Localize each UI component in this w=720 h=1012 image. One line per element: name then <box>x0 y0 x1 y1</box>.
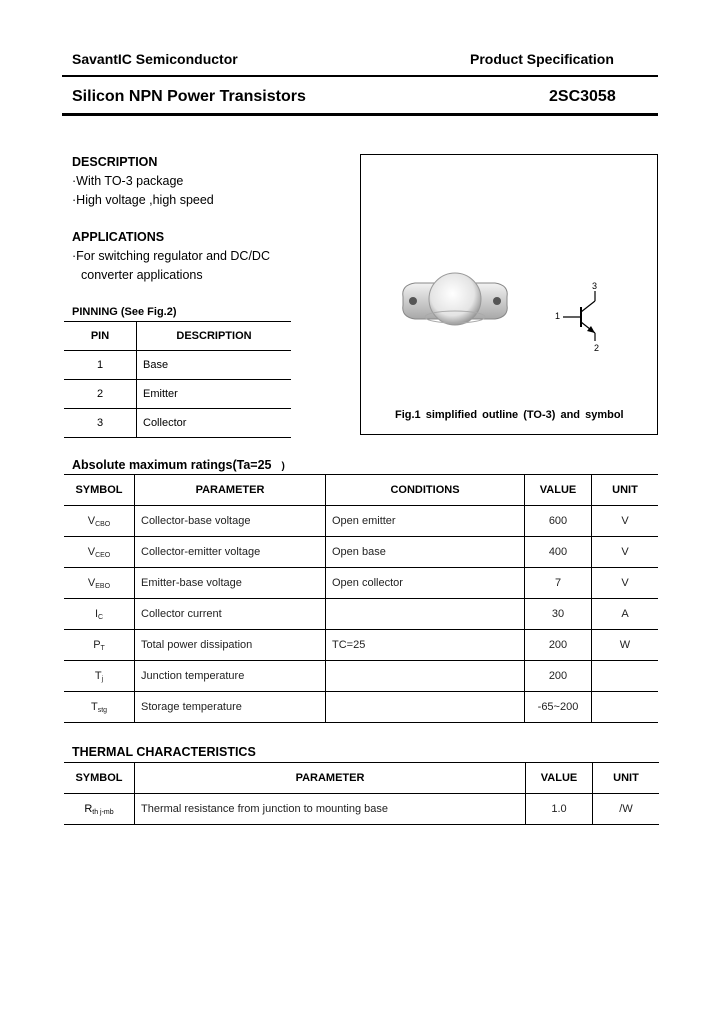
value-cell: 1.0 <box>526 794 593 825</box>
pin-number: 3 <box>64 409 137 438</box>
symbol-cell: $T_j$ <box>64 661 135 692</box>
col-description: DESCRIPTION <box>137 322 292 351</box>
pin-description: Collector <box>137 409 292 438</box>
pin-number: 2 <box>64 380 137 409</box>
table-header-row <box>64 322 291 351</box>
abs-max-heading-tail: ) <box>281 461 285 472</box>
value-cell: 400 <box>525 537 592 568</box>
table-row <box>64 506 658 537</box>
table-header-row <box>64 475 658 506</box>
symbol-cell: $I_C$ <box>64 599 135 630</box>
table-row <box>64 661 658 692</box>
table-row <box>64 630 658 661</box>
pin-description: Base <box>137 351 292 380</box>
symbol-cell: $V_{CEO}$ <box>64 537 135 568</box>
table-row <box>64 351 291 380</box>
symbol-pin-label: 2 <box>594 343 600 353</box>
value-cell: 600 <box>525 506 592 537</box>
pinning-heading: PINNING (See Fig.2) <box>72 306 177 318</box>
symbol-cell: $V_{CBO}$ <box>64 506 135 537</box>
table-row <box>64 692 658 723</box>
col-parameter: PARAMETER <box>135 475 326 506</box>
value-cell: 200 <box>525 661 592 692</box>
parameter-cell: Storage temperature <box>135 692 326 723</box>
to3-package-image <box>395 269 515 349</box>
header-rule-bottom <box>62 113 658 116</box>
thermal-heading: THERMAL CHARACTERISTICS <box>72 745 256 759</box>
header-rule-top <box>62 75 658 77</box>
conditions-cell: Open emitter <box>326 506 525 537</box>
abs-max-table <box>64 474 658 723</box>
col-pin: PIN <box>64 322 137 351</box>
col-value: VALUE <box>525 475 592 506</box>
symbol-cell: $T_{stg}$ <box>64 692 135 723</box>
table-row <box>64 794 659 825</box>
conditions-cell <box>326 599 525 630</box>
unit-cell: V <box>592 568 659 599</box>
parameter-cell: Thermal resistance from junction to mounting base <box>135 794 526 825</box>
unit-cell <box>592 661 659 692</box>
col-parameter: PARAMETER <box>135 763 526 794</box>
conditions-cell <box>326 692 525 723</box>
parameter-cell: Collector current <box>135 599 326 630</box>
parameter-cell: Emitter-base voltage <box>135 568 326 599</box>
table-row <box>64 537 658 568</box>
description-heading: DESCRIPTION <box>72 155 158 169</box>
part-number: 2SC3058 <box>549 88 616 105</box>
parameter-cell: Collector-emitter voltage <box>135 537 326 568</box>
conditions-cell: TC=25 <box>326 630 525 661</box>
symbol-cell: $R_{th j-mb}$ <box>64 794 135 825</box>
col-value: VALUE <box>526 763 593 794</box>
col-unit: UNIT <box>593 763 660 794</box>
conditions-cell: Open collector <box>326 568 525 599</box>
value-cell: -65~200 <box>525 692 592 723</box>
applications-heading: APPLICATIONS <box>72 230 165 244</box>
abs-max-heading <box>72 458 285 472</box>
unit-cell: A <box>592 599 659 630</box>
table-row <box>64 380 291 409</box>
unit-cell: W <box>592 630 659 661</box>
parameter-cell: Junction temperature <box>135 661 326 692</box>
thermal-table <box>64 762 659 825</box>
applications-line: converter applications <box>81 268 203 282</box>
unit-cell: V <box>592 506 659 537</box>
doc-type: Product Specification <box>470 51 614 67</box>
description-item: ·With TO-3 package <box>72 174 184 188</box>
symbol-cell: $P_T$ <box>64 630 135 661</box>
symbol-pin-label: 3 <box>592 281 598 291</box>
pinning-table <box>64 321 291 438</box>
table-row <box>64 599 658 630</box>
figure-caption: Fig.1 simplified outline (TO-3) and symbol <box>395 409 624 421</box>
pin-description: Emitter <box>137 380 292 409</box>
conditions-cell <box>326 661 525 692</box>
symbol-pin-label: 1 <box>555 311 561 321</box>
conditions-cell: Open base <box>326 537 525 568</box>
col-conditions: CONDITIONS <box>326 475 525 506</box>
table-header-row <box>64 763 659 794</box>
abs-max-heading-text: Absolute maximum ratings(Ta=25 <box>72 458 272 472</box>
symbol-cell: $V_{EBO}$ <box>64 568 135 599</box>
unit-cell <box>592 692 659 723</box>
value-cell: 200 <box>525 630 592 661</box>
unit-cell: /W <box>593 794 660 825</box>
product-line: Silicon NPN Power Transistors <box>72 88 306 105</box>
applications-line: ·For switching regulator and DC/DC <box>72 249 270 263</box>
value-cell: 30 <box>525 599 592 630</box>
table-row <box>64 568 658 599</box>
col-symbol: SYMBOL <box>64 763 135 794</box>
unit-cell: V <box>592 537 659 568</box>
table-row <box>64 409 291 438</box>
value-cell: 7 <box>525 568 592 599</box>
col-unit: UNIT <box>592 475 659 506</box>
figure-box <box>360 154 658 435</box>
pin-number: 1 <box>64 351 137 380</box>
col-symbol: SYMBOL <box>64 475 135 506</box>
parameter-cell: Collector-base voltage <box>135 506 326 537</box>
parameter-cell: Total power dissipation <box>135 630 326 661</box>
company-name: SavantIC Semiconductor <box>72 51 238 67</box>
description-item: ·High voltage ,high speed <box>72 193 214 207</box>
